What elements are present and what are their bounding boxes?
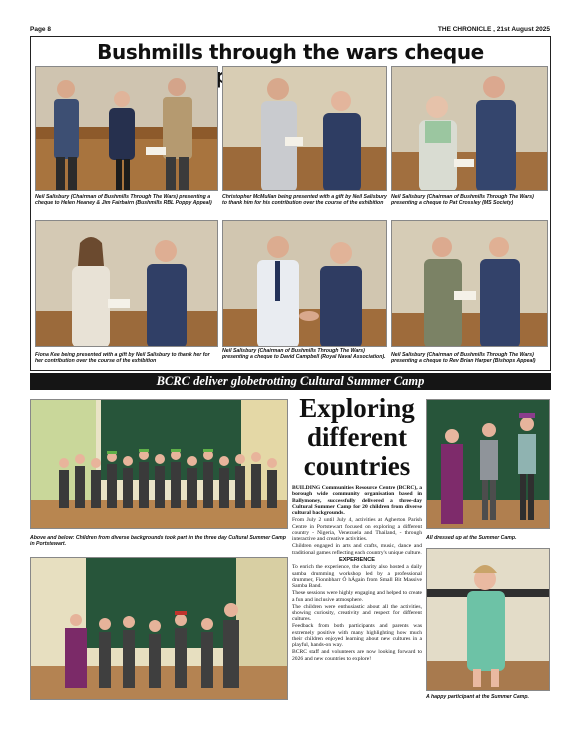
caption-happy-participant: A happy participant at the Summer Camp. xyxy=(426,694,529,700)
photo-cheque-royal-naval xyxy=(222,220,387,347)
photo-cheque-ms-society xyxy=(391,66,548,191)
photo-camp-costumes xyxy=(30,557,288,700)
caption-fiona-kee: Fiona Kee being presented with a gift by Neil Salisbury to thank her for her contribution over the course of the exhibition xyxy=(35,352,210,365)
article-lead: BUILDING Communities Resource Centre (BCRC), a borough wide community organisation based in Ballymoney, successfully delivered a three-day Cultural Summer Camp for 20 children from diverse cultural backgrounds. xyxy=(292,485,422,517)
caption-poppy-appeal: Neil Salisbury (Chairman of Bushmills Through The Wars) presenting a cheque to Helen Heaney & Jim Fairbairn (Bushmills RBL Poppy Appeal) xyxy=(35,194,212,207)
article-paragraph: BCRC staff and volunteers are now looking forward to 2026 and new countries to explore! xyxy=(292,649,422,662)
article-subhead: EXPERIENCE xyxy=(338,556,376,563)
feature-title: Bushmills through the wars cheque xyxy=(97,40,484,64)
section-banner: BCRC deliver globetrotting Cultural Summer Camp xyxy=(30,373,551,390)
article-paragraph: The children were enthusiastic about all the activities, showing curiosity, creativity and respect for different cultures. xyxy=(292,603,422,623)
article-paragraph: Children engaged in arts and crafts, music, dance and traditional games reflecting each country's unique culture. xyxy=(292,543,422,556)
page-number: Page 8 xyxy=(30,26,51,33)
article-paragraph: Feedback from both participants and parents was extremely positive with many highlighting how much their children enjoyed learning about new cultures in a playful, hands-on way. xyxy=(292,623,422,649)
caption-dressed-up: All dressed up at the Summer Camp. xyxy=(426,535,517,541)
photo-happy-participant xyxy=(426,548,550,691)
caption-bishops-appeal: Neil Salisbury (Chairman of Bushmills Through The Wars) presenting a cheque to Rev Brian Harper (Bishops Appeal) xyxy=(391,352,536,365)
article-paragraph: From July 2 until July 4, activities at Agherton Parish Centre in Portstewart focused on exploring a different country - Nigeria, Venezuela and Thailand, - through interactive and creative activities. xyxy=(292,517,422,543)
photo-dressed-up xyxy=(426,399,550,529)
paper-dateline: THE CHRONICLE , 21st August 2025 xyxy=(437,26,550,33)
article-body xyxy=(292,485,422,662)
caption-royal-naval: Neil Salisbury (Chairman of Bushmills Through The Wars) presenting a cheque to David Campbell (Royal Naval Association). xyxy=(222,348,386,361)
photo-cheque-poppy-appeal xyxy=(35,66,218,191)
photo-fiona-kee-gift xyxy=(35,220,218,347)
photo-christopher-mcmullan-gift xyxy=(222,66,387,191)
article-headline: Exploring different countries xyxy=(299,393,415,481)
photo-camp-group xyxy=(30,399,288,529)
caption-mcmullan: Christopher McMullan being presented with a gift by Neil Salisbury to thank him for his contribution over the course of the exhibition xyxy=(222,194,387,207)
photo-cheque-bishops-appeal xyxy=(391,220,548,347)
article-paragraph: These sessions were highly engaging and helped to create a fun and inclusive atmosphere. xyxy=(292,590,422,603)
caption-camp-left: Above and below: Children from diverse backgrounds took part in the three day Cultural Summer Camp in Portstewart. xyxy=(30,535,286,548)
article-paragraph: To enrich the experience, the charity also hosted a daily samba drumming workshop led by a professional drummer, Fionnbharr Ó hÁgain from Small Bit Massive Samba Band. xyxy=(292,564,422,590)
caption-ms-society: Neil Salisbury (Chairman of Bushmills Through The Wars) presenting a cheque to Pat Crossley (MS Society) xyxy=(391,194,534,207)
